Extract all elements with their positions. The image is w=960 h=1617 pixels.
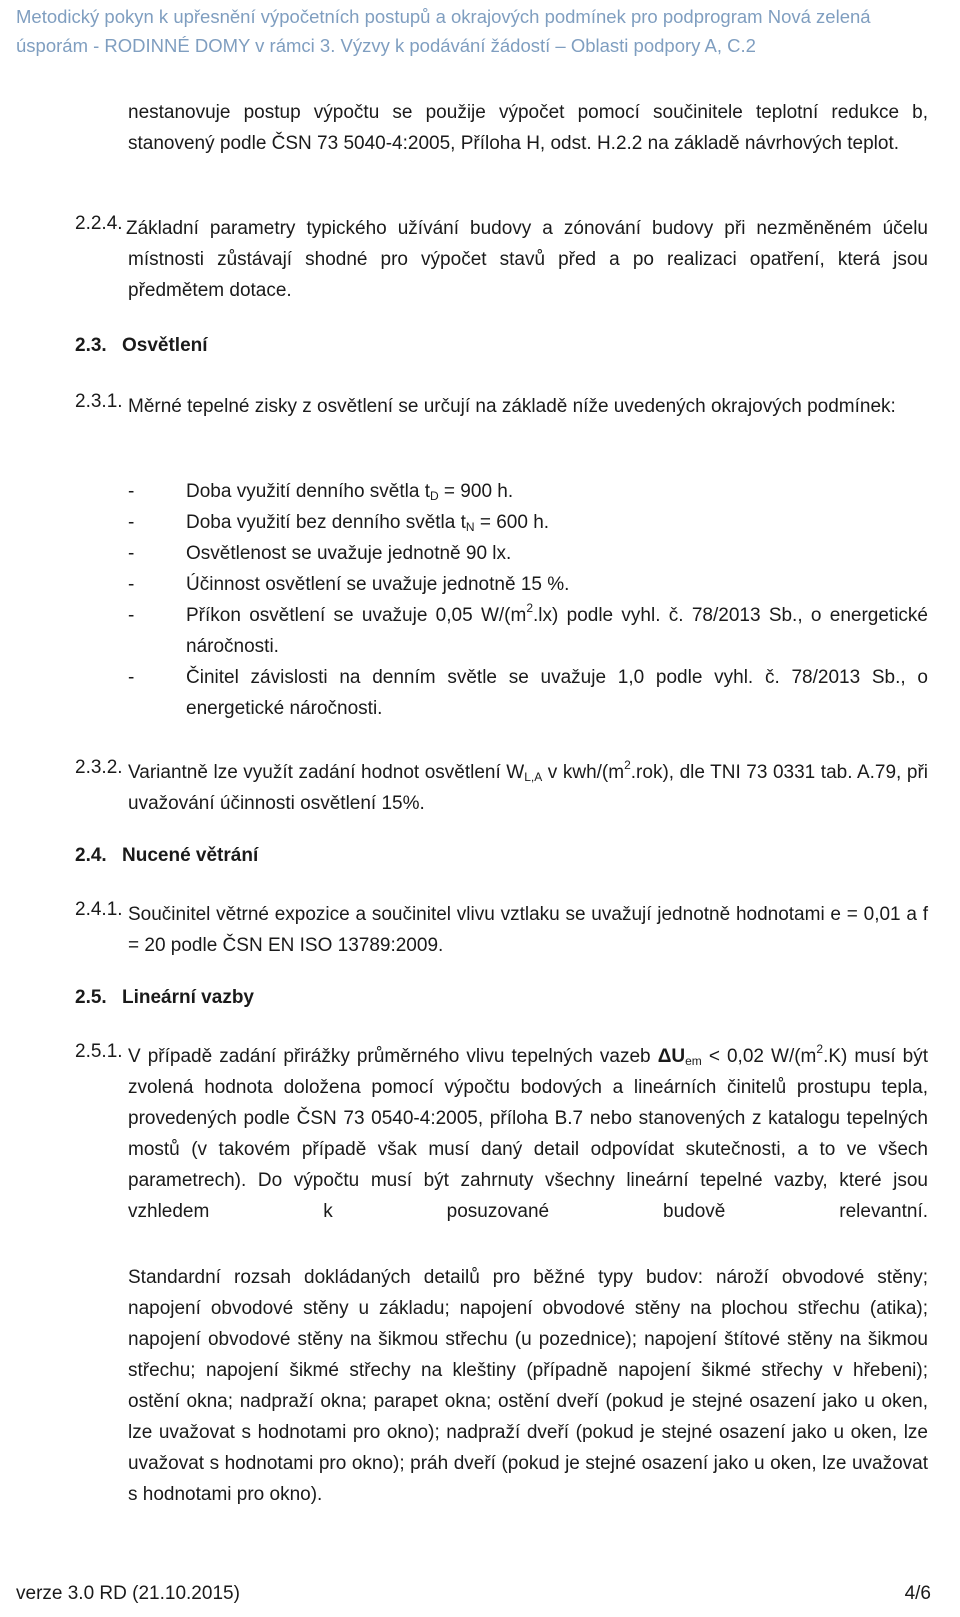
list-item bbox=[128, 662, 928, 724]
superscript: 2 bbox=[526, 601, 534, 615]
section-number-2-3-2: 2.3.2. bbox=[75, 757, 123, 778]
heading-2-4-title: Nucené větrání bbox=[122, 845, 259, 866]
superscript: 2 bbox=[624, 758, 631, 772]
paragraph-text: .rok), dle TNI 73 0331 tab. A.79, při uvažování účinnosti osvětlení 15%. bbox=[128, 762, 928, 814]
section-number-2-4-1: 2.4.1. bbox=[75, 899, 123, 920]
list-item-text: = 900 h. bbox=[438, 481, 514, 502]
heading-2-3 bbox=[75, 335, 208, 357]
dash-marker: - bbox=[128, 574, 135, 595]
section-number-2-2-4: 2.2.4. bbox=[75, 213, 123, 234]
paragraph-text: Variantně lze využít zadání hodnot osvětlení W bbox=[128, 762, 525, 783]
list-item-text: Příkon osvětlení se uvažuje 0,05 W/(m bbox=[186, 605, 527, 626]
list-item-text: Doba využití denního světla t bbox=[186, 481, 430, 502]
section-2-5-1-text bbox=[128, 1041, 928, 1227]
superscript: 2 bbox=[816, 1042, 824, 1056]
list-item bbox=[128, 507, 928, 538]
subscript: L,A bbox=[524, 770, 543, 784]
section-2-4-1-text: Součinitel větrné expozice a součinitel vlivu vztlaku se uvažují jednotně hodnotami e = 0,01 a f = 20 podle ČSN EN ISO 13789:2009. bbox=[128, 904, 928, 956]
page-footer bbox=[16, 1583, 931, 1605]
header-line-2: úsporám - RODINNÉ DOMY v rámci 3. Výzvy k podávání žádostí – Oblasti podpory A, C.2 bbox=[16, 35, 756, 56]
subscript: em bbox=[685, 1054, 702, 1068]
heading-2-4 bbox=[75, 845, 258, 867]
list-item bbox=[128, 600, 928, 662]
lighting-conditions-list bbox=[128, 476, 928, 724]
paragraph-text: v kwh/(m bbox=[542, 762, 625, 783]
paragraph-text: V případě zadání přirážky průměrného vlivu tepelných vazeb bbox=[128, 1046, 658, 1067]
dash-marker: - bbox=[128, 512, 135, 533]
thermal-bridges-details-paragraph: Standardní rozsah dokládaných detailů pro běžné typy budov: nároží obvodové stěny; napojení obvodové stěny u základu; napojení obvodové stěny na plochou střechu (atika); napojení obvodové stěny na šikmou střechu (u pozednice); napojení štítové stěny na šikmou střechu; napojení šikmé střechy na kleštiny (případně napojení šikmé střechy v hřebeni); ostění okna; nadpraží okna; parapet okna; ostění dveří (pokud je stejné osazení jako u oken, lze uvažovat s hodnotami pro okno); nadpraží dveří (pokud je stejné osazení jako u oken, lze uvažovat s hodnotami pro okno); práh dveří (pokud je stejné osazení jako u oken, lze uvažovat s hodnotami pro okno). bbox=[128, 1267, 928, 1505]
heading-2-5-number: 2.5. bbox=[75, 987, 107, 1008]
dash-marker: - bbox=[128, 605, 135, 626]
section-number-2-3-1: 2.3.1. bbox=[75, 391, 123, 412]
subscript: N bbox=[465, 520, 475, 534]
page-number: 4/6 bbox=[904, 1583, 931, 1604]
section-2-3-1-text: Měrné tepelné zisky z osvětlení se určují na základě níže uvedených okrajových podmínek: bbox=[128, 396, 896, 417]
list-item bbox=[128, 476, 928, 507]
section-number-2-5-1: 2.5.1. bbox=[75, 1041, 123, 1062]
paragraph-text: .K) musí být zvolená hodnota doložena pomocí výpočtu bodových a lineárních činitelů prostupu tepla, provedených podle ČSN 73 0540-4:2005, příloha B.7 nebo stanovených z katalogu tepelných mostů (v takovém případě však musí daný detail odpovídat skutečnosti, a to ve všech parametrech). Do výpočtu musí být zahrnuty všechny lineární tepelné vazby, které jsou vzhledem k posuzované budově relevantní. bbox=[128, 1046, 929, 1222]
list-item-text: = 600 h. bbox=[474, 512, 550, 533]
version-label: verze 3.0 RD (21.10.2015) bbox=[16, 1583, 240, 1604]
heading-2-3-title: Osvětlení bbox=[122, 335, 208, 356]
list-item bbox=[128, 538, 928, 569]
list-item-text: Činitel závislosti na denním světle se uvažuje 1,0 podle vyhl. č. 78/2013 Sb., o energetické náročnosti. bbox=[186, 667, 928, 719]
list-item-text: .lx) podle vyhl. č. 78/2013 Sb., o energetické náročnosti. bbox=[186, 605, 928, 657]
paragraph-text: < 0,02 W/(m bbox=[701, 1046, 817, 1067]
section-2-2-4-body: Základní parametry typického užívání budovy a zónování budovy při nezměněném účelu místnosti zůstávají shodné pro výpočet stavů před a po realizaci opatření, která jsou předmětem dotace. bbox=[126, 218, 928, 301]
heading-2-5 bbox=[75, 987, 254, 1009]
list-item-text: Účinnost osvětlení se uvažuje jednotně 15 %. bbox=[186, 574, 570, 595]
delta-u-symbol: ΔU bbox=[657, 1046, 686, 1067]
dash-marker: - bbox=[128, 481, 135, 502]
section-2-2-4-text bbox=[128, 213, 928, 306]
heading-2-5-title: Lineární vazby bbox=[122, 987, 254, 1008]
heading-2-3-number: 2.3. bbox=[75, 335, 107, 356]
subscript: D bbox=[429, 489, 439, 503]
intro-paragraph: nestanovuje postup výpočtu se použije výpočet pomocí součinitele teplotní redukce b, stanovený podle ČSN 73 5040-4:2005, Příloha H, odst. H.2.2 na základě návrhových teplot. bbox=[128, 102, 928, 154]
heading-2-4-number: 2.4. bbox=[75, 845, 107, 866]
dash-marker: - bbox=[128, 543, 135, 564]
dash-marker: - bbox=[128, 667, 135, 688]
list-item-text: Doba využití bez denního světla t bbox=[186, 512, 466, 533]
page-header bbox=[16, 2, 946, 60]
header-line-1: Metodický pokyn k upřesnění výpočetních postupů a okrajových podmínek pro podprogram Nová zelená bbox=[16, 6, 871, 27]
list-item bbox=[128, 569, 928, 600]
section-2-3-2-text bbox=[128, 757, 928, 819]
list-item-text: Osvětlenost se uvažuje jednotně 90 lx. bbox=[186, 543, 512, 564]
